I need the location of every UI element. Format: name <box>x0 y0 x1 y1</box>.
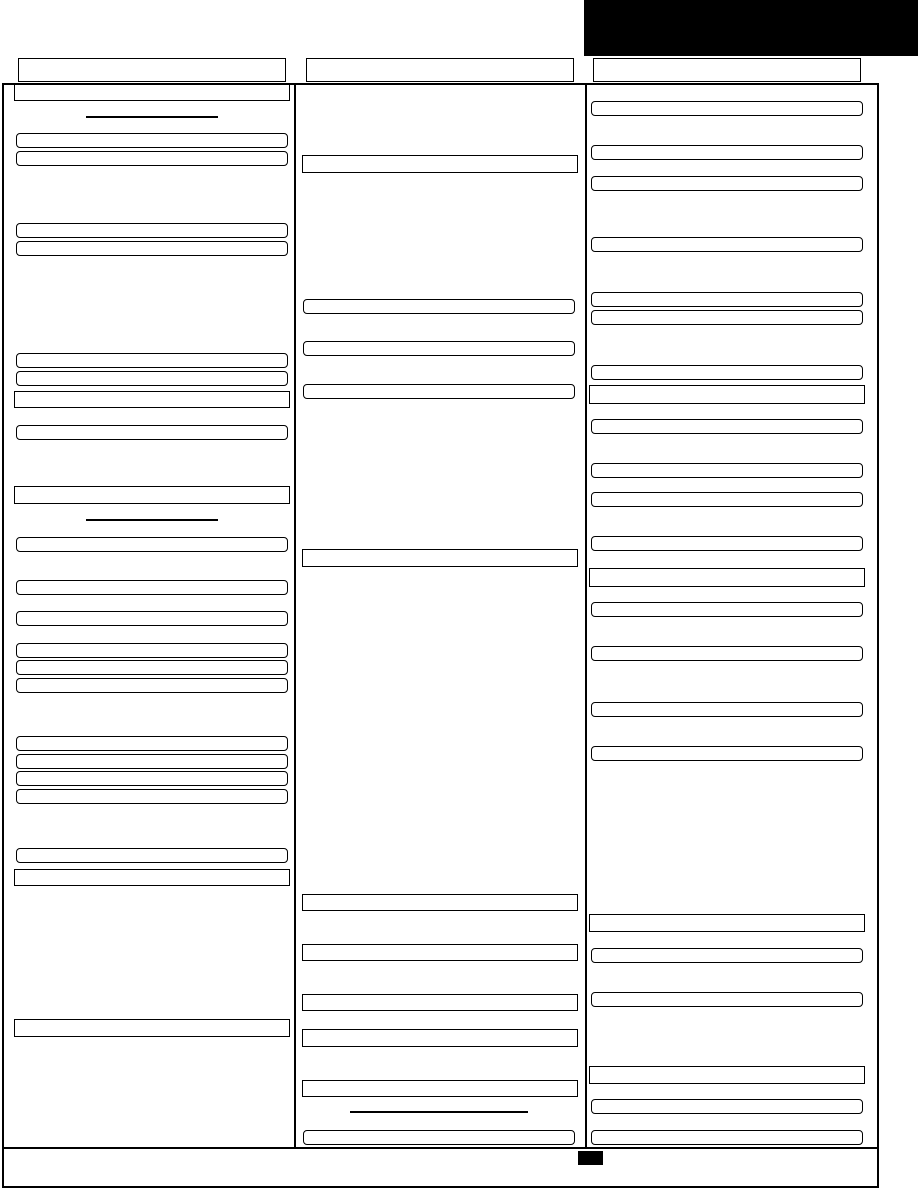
page-number-box <box>578 1151 603 1165</box>
field-value <box>592 106 596 118</box>
section-label <box>303 949 307 961</box>
field-value <box>592 751 596 763</box>
section-header <box>589 385 865 404</box>
section-header <box>589 568 865 587</box>
field-value <box>592 181 596 193</box>
section-label <box>15 491 19 503</box>
form-field[interactable] <box>591 492 863 507</box>
form-field[interactable] <box>16 678 288 693</box>
column-header-middle <box>306 58 574 82</box>
section-label <box>590 573 594 585</box>
form-field[interactable] <box>16 754 288 769</box>
field-value <box>592 1104 596 1116</box>
section-label <box>15 1024 19 1036</box>
form-field[interactable] <box>591 992 863 1007</box>
form-field[interactable] <box>16 643 288 658</box>
column-header-right <box>593 58 861 82</box>
field-value <box>592 297 596 309</box>
section-label <box>303 554 307 566</box>
form-field[interactable] <box>16 371 288 386</box>
field-value <box>592 997 596 1009</box>
section-header <box>302 155 578 173</box>
field-value <box>304 389 308 401</box>
form-field[interactable] <box>16 660 288 675</box>
form-field[interactable] <box>303 1130 575 1145</box>
form-field[interactable] <box>16 789 288 804</box>
field-value <box>17 648 21 660</box>
section-label <box>303 1034 307 1046</box>
form-field[interactable] <box>591 646 863 661</box>
field-value <box>17 228 21 240</box>
section-header <box>302 549 578 567</box>
form-field[interactable] <box>591 237 863 252</box>
section-header <box>14 1019 290 1037</box>
form-field[interactable] <box>303 299 575 314</box>
section-label <box>590 1071 594 1083</box>
column-header-right-label <box>594 63 598 75</box>
underline-rule <box>350 1111 528 1113</box>
section-header <box>302 1080 578 1097</box>
title-text <box>584 4 588 16</box>
column-divider-2 <box>585 84 587 1148</box>
form-field[interactable] <box>16 736 288 751</box>
field-value <box>592 424 596 436</box>
section-header <box>302 894 578 911</box>
form-field[interactable] <box>591 419 863 434</box>
field-value <box>17 853 21 865</box>
form-field[interactable] <box>591 702 863 717</box>
page-number <box>578 1155 582 1167</box>
form-field[interactable] <box>591 145 863 160</box>
form-field[interactable] <box>303 341 575 356</box>
form-field[interactable] <box>591 1099 863 1114</box>
underline-rule <box>86 519 218 521</box>
form-field[interactable] <box>591 463 863 478</box>
form-field[interactable] <box>16 223 288 238</box>
footer-divider <box>2 1147 879 1149</box>
section-header <box>589 1066 865 1084</box>
section-header <box>589 914 865 932</box>
field-value <box>17 358 21 370</box>
footer-text <box>8 1152 568 1182</box>
field-value <box>592 707 596 719</box>
form-field[interactable] <box>591 365 863 380</box>
field-value <box>304 1135 308 1147</box>
form-field[interactable] <box>591 746 863 761</box>
form-field[interactable] <box>591 948 863 963</box>
form-field[interactable] <box>591 310 863 325</box>
field-value <box>17 741 21 753</box>
form-field[interactable] <box>16 133 288 148</box>
column-divider-1 <box>294 84 296 1148</box>
form-field[interactable] <box>16 151 288 166</box>
field-value <box>592 1135 596 1147</box>
field-value <box>592 497 596 509</box>
form-field[interactable] <box>16 241 288 256</box>
field-value <box>17 156 21 168</box>
section-header <box>14 391 290 408</box>
form-field[interactable] <box>16 611 288 626</box>
form-field[interactable] <box>16 353 288 368</box>
field-value <box>17 138 21 150</box>
section-header <box>14 869 290 886</box>
section-label <box>15 89 19 101</box>
field-value <box>592 315 596 327</box>
field-value <box>17 683 21 695</box>
column-header-left-label <box>19 63 23 75</box>
field-value <box>592 607 596 619</box>
form-field[interactable] <box>16 771 288 786</box>
field-value <box>592 651 596 663</box>
form-field[interactable] <box>591 602 863 617</box>
section-label <box>303 1085 307 1097</box>
field-value <box>304 304 308 316</box>
form-field[interactable] <box>16 537 288 552</box>
form-field[interactable] <box>16 848 288 863</box>
field-value <box>17 665 21 677</box>
form-field[interactable] <box>16 580 288 595</box>
field-value <box>592 242 596 254</box>
field-value <box>592 468 596 480</box>
form-field[interactable] <box>591 176 863 191</box>
field-value <box>592 541 596 553</box>
form-field[interactable] <box>591 536 863 551</box>
field-value <box>17 616 21 628</box>
section-label <box>303 899 307 911</box>
field-value <box>304 346 308 358</box>
section-header <box>302 994 578 1011</box>
section-label <box>15 396 19 408</box>
title-block <box>584 0 918 56</box>
form-field[interactable] <box>591 101 863 116</box>
field-value <box>17 585 21 597</box>
column-header-middle-label <box>307 63 311 75</box>
section-header <box>302 1029 578 1047</box>
field-value <box>17 430 21 442</box>
section-label <box>590 919 594 931</box>
field-value <box>17 376 21 388</box>
section-label <box>15 874 19 886</box>
form-field[interactable] <box>303 384 575 399</box>
field-value <box>17 542 21 554</box>
field-value <box>592 953 596 965</box>
section-header <box>302 944 578 961</box>
field-value <box>592 150 596 162</box>
form-field[interactable] <box>16 425 288 440</box>
field-value <box>17 759 21 771</box>
section-header <box>14 486 290 504</box>
footer-text-label <box>8 1156 12 1168</box>
section-header <box>14 84 290 101</box>
section-label <box>590 390 594 402</box>
field-value <box>17 794 21 806</box>
underline-rule <box>86 116 218 118</box>
field-value <box>592 370 596 382</box>
field-value <box>17 776 21 788</box>
section-label <box>303 160 307 172</box>
form-field[interactable] <box>591 292 863 307</box>
form-field[interactable] <box>591 1130 863 1145</box>
column-header-left <box>18 58 286 82</box>
section-label <box>303 999 307 1011</box>
field-value <box>17 246 21 258</box>
